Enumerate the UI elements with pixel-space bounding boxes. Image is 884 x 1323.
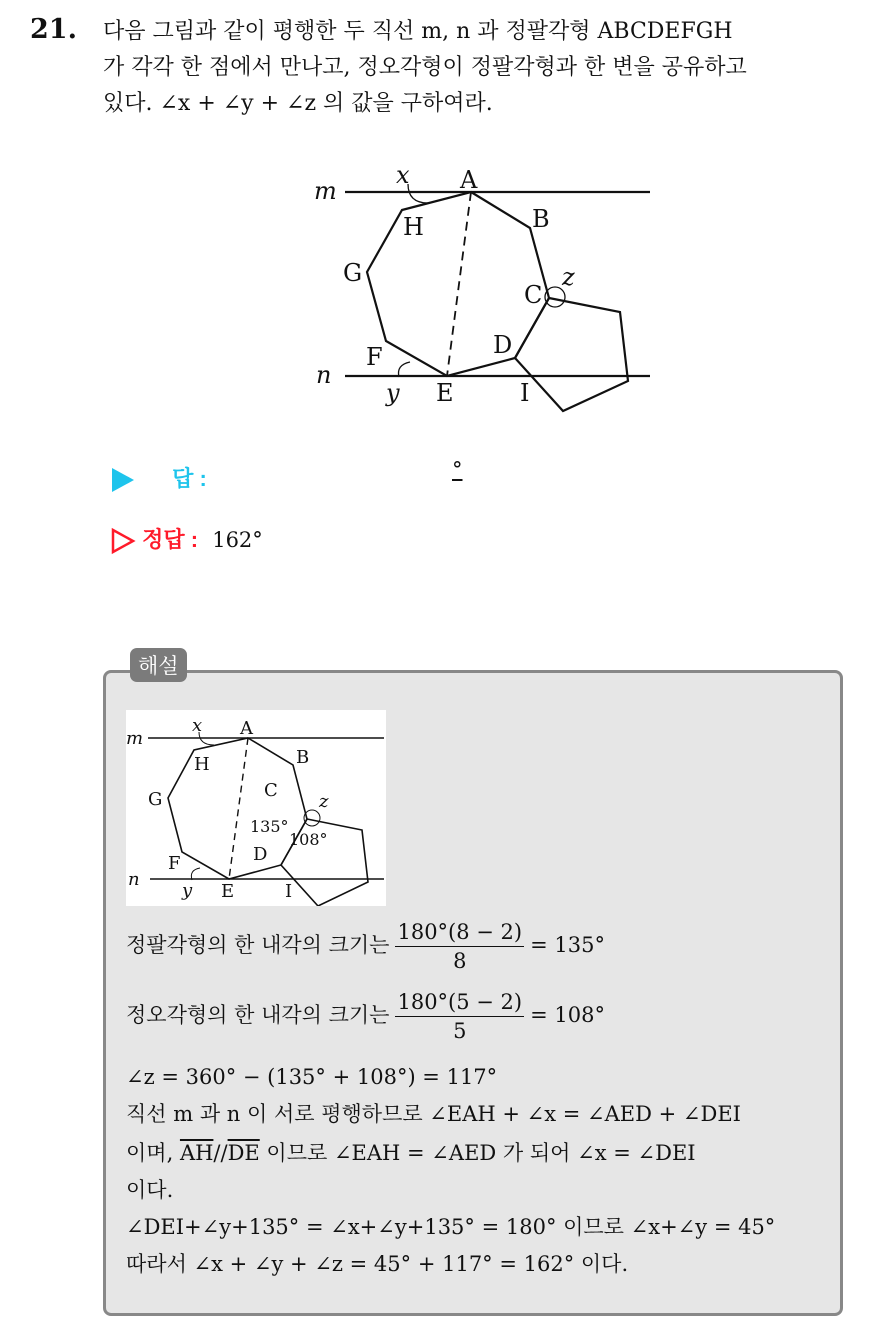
label-z: z — [319, 791, 329, 812]
fraction-pentagon — [395, 988, 524, 1045]
label-D: D — [493, 331, 513, 359]
label-n: n — [316, 361, 332, 389]
label-108: 108° — [289, 830, 328, 849]
label-I: I — [285, 881, 293, 902]
explanation-line-2 — [126, 988, 826, 1045]
label-x: x — [192, 715, 203, 736]
label-m: m — [314, 177, 337, 205]
exp-line1-result: = 135° — [530, 933, 605, 957]
label-z: z — [562, 263, 575, 291]
fraction-octagon — [395, 918, 524, 975]
correct-answer-value: 162° — [212, 528, 263, 552]
label-y: y — [182, 880, 193, 901]
label-G: G — [343, 259, 363, 287]
exp-line5-b: 이므로 ∠EAH = ∠AED 가 되어 ∠x = ∠DEI — [259, 1141, 696, 1165]
segment-AH: $\overline{AH}$ — [179, 1141, 214, 1165]
explanation-tag: 해설 — [130, 648, 187, 682]
problem-figure — [300, 155, 670, 420]
label-x: x — [396, 161, 410, 189]
question-line-3: 있다. ∠x + ∠y + ∠z 의 값을 구하여라. — [103, 91, 493, 116]
frac-denominator: 5 — [453, 1019, 467, 1043]
explanation-line-4: 직선 m 과 n 이 서로 평행하므로 ∠EAH + ∠x = ∠AED + ∠DEI — [126, 1102, 741, 1126]
segment-DE: $\overline{DE}$ — [227, 1141, 260, 1165]
diagonal-AE — [447, 192, 471, 376]
label-H: H — [403, 213, 424, 241]
answer-blank-degree[interactable]: ° — [452, 458, 463, 482]
label-y: y — [386, 379, 400, 407]
pentagon — [515, 298, 628, 411]
parallel-sign: // — [213, 1141, 228, 1165]
exp-line5-a: 이며, — [126, 1141, 180, 1165]
explanation-line-7: ∠DEI+∠y+135° = ∠x+∠y+135° = 180° 이므로 ∠x+∠y = 45° — [126, 1215, 776, 1239]
question-line-1: 다음 그림과 같이 평행한 두 직선 m, n 과 정팔각형 ABCDEFGH — [103, 19, 733, 44]
diagonal-AE — [229, 738, 248, 879]
angle-x-arc — [408, 184, 428, 203]
explanation-line-3: ∠z = 360° − (135° + 108°) = 117° — [126, 1065, 498, 1089]
answer-label: 답 : — [172, 466, 207, 491]
label-135: 135° — [250, 817, 289, 836]
frac-numerator: 180°(8 − 2) — [395, 918, 524, 947]
label-C: C — [524, 281, 543, 309]
label-F: F — [366, 343, 383, 371]
label-B: B — [296, 747, 310, 768]
label-B: B — [532, 205, 550, 233]
frac-numerator: 180°(5 − 2) — [395, 988, 524, 1017]
angle-y-arc — [398, 362, 410, 377]
explanation-line-1 — [126, 918, 826, 975]
label-n: n — [128, 869, 140, 890]
play-outline-icon — [110, 527, 136, 555]
label-A: A — [460, 166, 478, 194]
exp-line2-result: = 108° — [530, 1003, 605, 1027]
question-line-2: 가 각각 한 점에서 만나고, 정오각형이 정팔각형과 한 변을 공유하고 — [103, 55, 747, 80]
label-C: C — [264, 780, 278, 801]
explanation-line-6: 이다. — [126, 1178, 174, 1202]
label-E: E — [436, 379, 454, 407]
correct-answer-label: 정답 : — [142, 527, 199, 552]
correct-answer-row — [110, 523, 263, 555]
play-icon — [110, 466, 136, 494]
question-number: 21. — [30, 14, 77, 45]
label-H: H — [194, 754, 210, 775]
label-E: E — [221, 881, 235, 902]
label-m: m — [126, 728, 144, 749]
explanation-figure — [126, 710, 386, 906]
answer-row — [110, 458, 463, 494]
exp-line1-text: 정팔각형의 한 내각의 크기는 — [126, 933, 390, 957]
label-D: D — [253, 844, 268, 865]
label-I: I — [520, 379, 530, 407]
explanation-line-5 — [126, 1136, 826, 1170]
question-text — [103, 14, 863, 122]
label-A: A — [240, 718, 253, 739]
frac-denominator: 8 — [453, 949, 467, 973]
exp-line2-text: 정오각형의 한 내각의 크기는 — [126, 1003, 390, 1027]
label-G: G — [148, 789, 163, 810]
label-F: F — [168, 853, 181, 874]
explanation-line-8: 따라서 ∠x + ∠y + ∠z = 45° + 117° = 162° 이다. — [126, 1252, 629, 1276]
